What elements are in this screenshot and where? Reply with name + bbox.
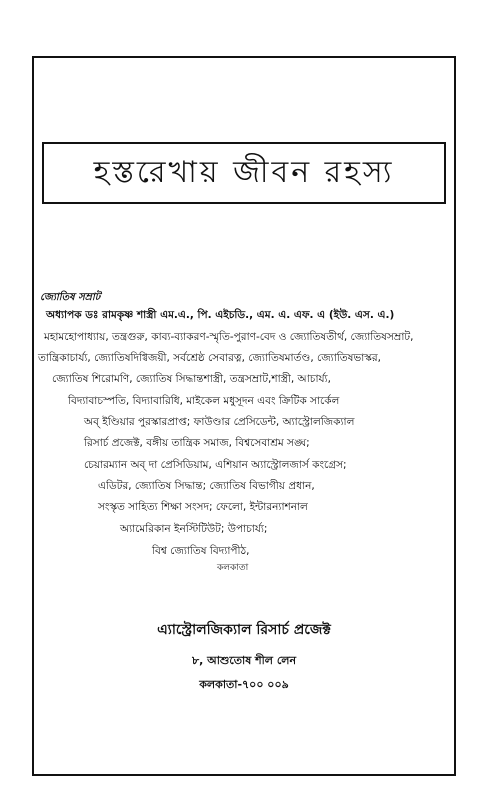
book-title: হস্তরেখায় জীবন রহস্য [93,154,395,190]
page-border-frame [32,56,456,776]
credential-line: তান্ত্রিকাচার্য্য, জ্যোতিষদিগ্বিজয়ী, সর্বশ্রেষ্ঠ সেবারত্ন, জ্যোতিষমার্তণ্ড, জ্যোতিষভাস্কর, [38,352,381,364]
publisher-address-street: ৮, আশুতোষ শীল লেন [191,654,297,667]
credential-line: চেয়ারম্যান অব্ দা প্রেসিডিয়াম, এশিয়ান অ্যাস্ট্রোলজার্স কংগ্রেস; [84,459,347,471]
author-name-line: অধ্যাপক ডঃ রামকৃষ্ণ শাস্ত্রী এম.এ., পি. এইচডি., এম. এ. এফ. এ (ইউ. এস. এ.) [46,309,395,321]
credential-city: কলকাতা [217,563,249,573]
credential-line: বিশ্ব জ্যোতিষ বিদ্যাপীঠ, [152,545,250,557]
publisher-address-city: কলকাতা-৭০০ ০০৯ [199,678,289,691]
publisher-name: এ্যাস্ট্রোলজিক্যাল রিসার্চ প্রজেক্ট [157,622,331,638]
credential-line: অ্যামেরিকান ইনস্টিটিউট; উপাচার্য্য; [120,523,268,535]
credential-line: সংস্কৃত সাহিত্য শিক্ষা সংসদ; ফেলো, ইন্টারন্যাশনাল [98,501,308,513]
credential-line: রিসার্চ প্রজেক্ট, বঙ্গীয় তান্ত্রিক সমাজ, বিশ্বসেবাশ্রম সঙ্ঘ; [84,437,310,449]
credential-line: এডিটর, জ্যোতিষ সিদ্ধান্ত; জ্যোতিষ বিভাগীয় প্রধান, [98,480,315,492]
credential-line: বিদ্যাবাচস্পতি, বিদ্যাবারিধি, মাইকেল মধুসূদন এবং ক্রিটিক সার্কেল [68,395,340,407]
author-label: জ্যোতিষ সম্রাট [40,292,101,303]
title-box [42,142,446,204]
credential-line: মহামহোপাধ্যায়, তন্ত্রগুরু, কাব্য-ব্যাকরণ-স্মৃতি-পুরাণ-বেদ ও জ্যোতিষতীর্থ, জ্যোতিষসম্রাট, [44,331,414,343]
credential-line: অব্ ইণ্ডিয়ার পুরস্কারপ্রাপ্ত; ফাউণ্ডার প্রেসিডেন্ট, অ্যাস্ট্রোলজিক্যাল [84,416,355,428]
credential-line: জ্যোতিষ শিরোমণি, জ্যোতিষ সিদ্ধান্তশাস্ত্রী, তন্ত্রসম্রাট,শাস্ত্রী, আচার্য্য, [52,373,331,385]
